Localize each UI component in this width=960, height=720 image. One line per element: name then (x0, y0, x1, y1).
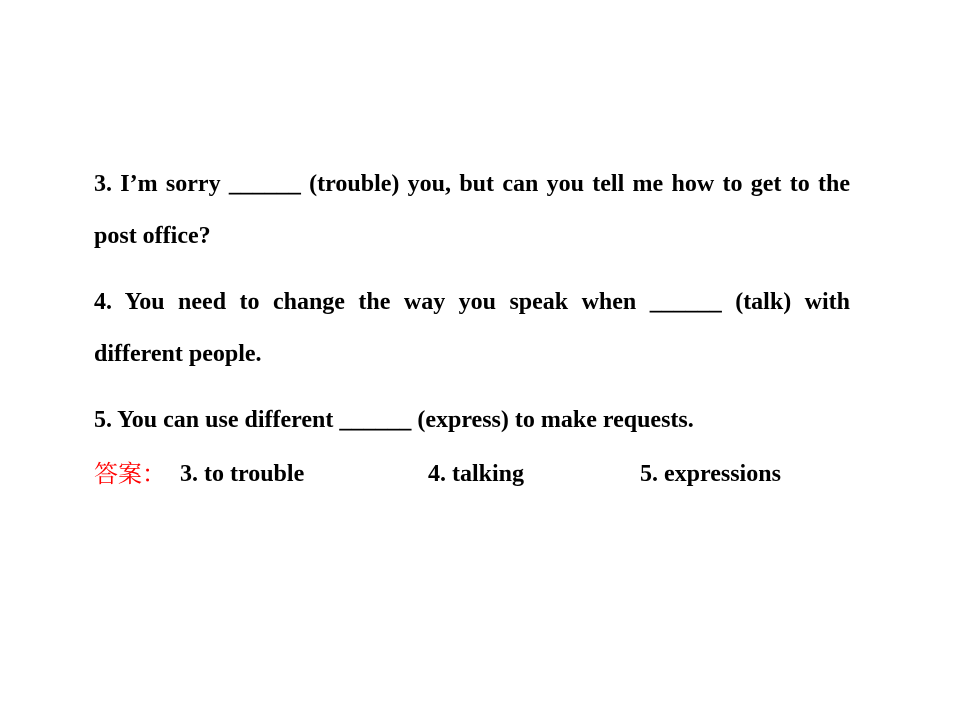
answer-label: 答案： (94, 460, 166, 488)
exercise-content (94, 158, 850, 494)
answer-row (94, 454, 850, 494)
question-5: 5. You can use different ______ (express) to make requests. (94, 407, 694, 433)
answer-3: 3. to trouble (180, 461, 305, 487)
question-4: 4. You need to change the way you speak when ______ (talk) with different people. (94, 289, 850, 367)
question-3: 3. I’m sorry ______ (trouble) you, but can you tell me how to get to the post office? (94, 171, 850, 249)
answer-5: 5. expressions (640, 461, 781, 487)
answer-4: 4. talking (428, 461, 525, 487)
